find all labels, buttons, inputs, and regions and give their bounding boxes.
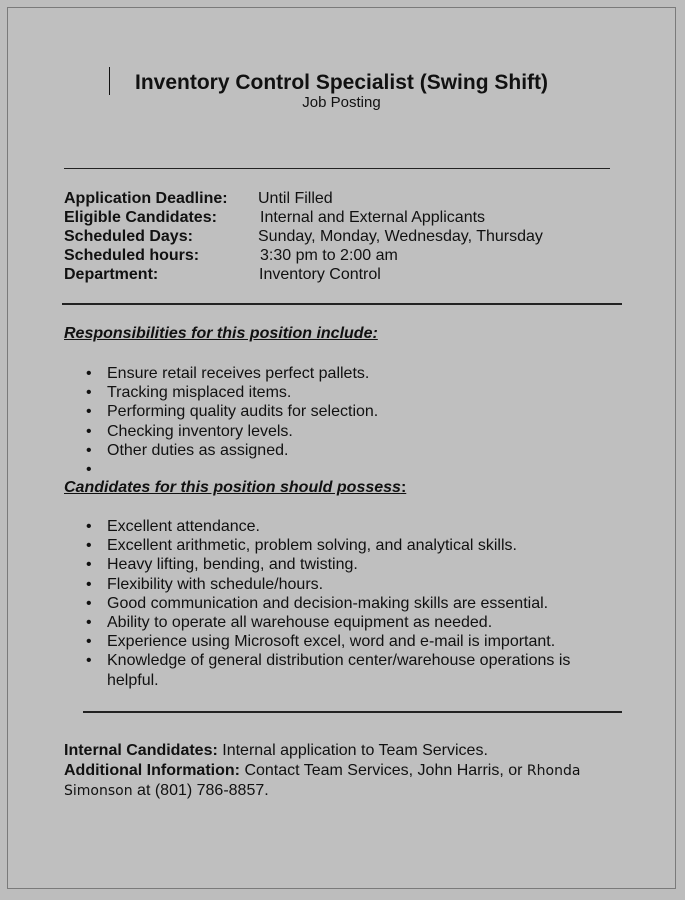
posting-title: Inventory Control Specialist (Swing Shift) xyxy=(134,71,549,94)
responsibilities-heading-text: Responsibilities for this position include: xyxy=(64,325,378,342)
list-item xyxy=(64,594,624,613)
bullet-icon: • xyxy=(86,461,92,479)
bullet-icon: • xyxy=(86,441,92,459)
bullet-icon: • xyxy=(86,614,92,632)
list-item xyxy=(64,422,624,441)
additional-info-text: Contact Team Services, John Harris, or xyxy=(244,762,523,779)
document-page xyxy=(7,7,676,889)
divider-details xyxy=(62,303,622,305)
detail-label: Application Deadline: xyxy=(64,190,228,207)
detail-value: Until Filled xyxy=(258,190,333,207)
list-item-text: Ability to operate all warehouse equipment as needed. xyxy=(107,614,493,632)
bullet-icon: • xyxy=(86,518,92,535)
list-item xyxy=(64,517,624,536)
qualifications-heading-colon: : xyxy=(400,479,407,496)
list-item-text: Good communication and decision-making skills are essential. xyxy=(107,594,549,612)
bullet-icon: • xyxy=(86,594,92,612)
bullet-icon: • xyxy=(86,403,92,421)
list-item xyxy=(64,364,624,383)
list-item-text: Experience using Microsoft excel, word and e-mail is important. xyxy=(107,633,556,651)
list-item xyxy=(64,402,624,421)
bullet-icon: • xyxy=(86,556,92,574)
detail-label: Department: xyxy=(64,266,159,283)
detail-label: Scheduled Days: xyxy=(64,228,193,245)
detail-label: Scheduled hours: xyxy=(64,247,200,264)
posting-subtitle: Job Posting xyxy=(302,94,381,111)
list-item-text: Knowledge of general distribution center/warehouse operations is helpful. xyxy=(107,652,571,689)
list-item xyxy=(64,555,624,574)
bullet-icon: • xyxy=(86,384,92,402)
divider-top xyxy=(64,168,610,169)
qualifications-list xyxy=(64,517,624,690)
responsibilities-heading xyxy=(64,325,378,343)
detail-value: Inventory Control xyxy=(259,266,381,283)
list-item xyxy=(64,575,624,594)
list-item xyxy=(64,441,624,460)
list-item-text: Performing quality audits for selection. xyxy=(107,403,379,421)
list-item-text: Excellent arithmetic, problem solving, and analytical skills. xyxy=(107,537,517,555)
contact-block xyxy=(64,741,580,801)
additional-info-line-2 xyxy=(64,781,580,801)
divider-bottom xyxy=(83,711,622,713)
list-item-text: Checking inventory levels. xyxy=(107,422,293,440)
qualifications-heading xyxy=(64,479,406,497)
additional-info-line xyxy=(64,761,580,781)
list-item-text: Other duties as assigned. xyxy=(107,441,289,459)
list-item xyxy=(64,632,624,651)
responsibilities-list xyxy=(64,364,624,479)
contact-last-name: Simonson xyxy=(64,783,133,799)
list-item-text: Heavy lifting, bending, and twisting. xyxy=(107,556,358,574)
list-item xyxy=(64,460,624,479)
bullet-icon: • xyxy=(86,575,92,593)
list-item-text: Tracking misplaced items. xyxy=(107,384,292,402)
detail-value: Sunday, Monday, Wednesday, Thursday xyxy=(258,228,543,245)
detail-value: Internal and External Applicants xyxy=(260,209,486,226)
list-item xyxy=(64,613,624,632)
list-item xyxy=(64,651,589,689)
list-item-text: Excellent attendance. xyxy=(107,518,260,535)
bullet-icon: • xyxy=(86,422,92,440)
detail-label: Eligible Candidates: xyxy=(64,209,217,226)
list-item-text: Ensure retail receives perfect pallets. xyxy=(107,365,370,382)
detail-value: 3:30 pm to 2:00 am xyxy=(260,247,398,264)
internal-candidates-label: Internal Candidates: xyxy=(64,742,218,759)
bullet-icon: • xyxy=(86,365,92,382)
contact-phone-text: at (801) 786-8857. xyxy=(137,782,269,799)
list-item-text: Flexibility with schedule/hours. xyxy=(107,575,324,593)
list-item xyxy=(64,536,624,555)
qualifications-heading-text: Candidates for this position should possess xyxy=(64,479,401,496)
contact-first-name: Rhonda xyxy=(526,763,581,779)
additional-info-label: Additional Information: xyxy=(64,762,240,779)
bullet-icon: • xyxy=(86,537,92,555)
bullet-icon: • xyxy=(86,633,92,651)
internal-candidates-line xyxy=(64,741,580,761)
list-item xyxy=(64,383,624,402)
internal-candidates-text: Internal application to Team Services. xyxy=(222,742,488,759)
bullet-icon: • xyxy=(86,652,92,670)
